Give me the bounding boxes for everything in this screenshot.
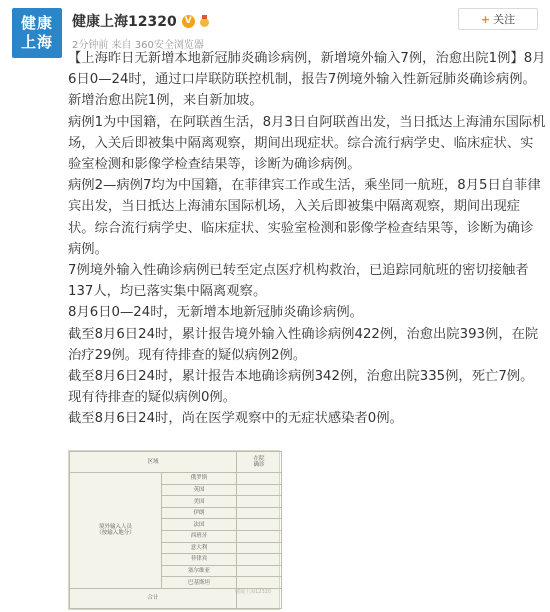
avatar-text-line2: 上海 [20,33,53,51]
table-row-label: 法国 [162,519,237,531]
table-row-label: 俄罗斯 [162,473,237,485]
table-cell [237,519,282,531]
table-row-label: 西班牙 [162,530,237,542]
table-cell [237,496,282,508]
post-time[interactable]: 2分钟前 [72,40,109,51]
table-cell [237,484,282,496]
image-watermark: 健康上海12320 [235,589,271,595]
table-row-label: 伊朗 [162,507,237,519]
post-content [68,48,546,430]
table-row-label: 美国 [162,496,237,508]
post-source[interactable]: 360安全浏览器 [134,40,204,51]
table-row-label: 塞尔维亚 [162,565,237,577]
post-paragraph: 病例2—病例7均为中国籍，在菲律宾工作或生活，乘坐同一航班，8月5日自菲律宾出发，当日抵达上海浦东国际机场，入关后即被集中隔离观察，期间出现症状。综合流行病学史、临床症状、实验室检测和影像学检查结果等，诊断为确诊病例。 [68,178,541,257]
table-group-label-line2: （按输入地分） [96,530,135,537]
table-row-label: 巴基斯坦 [162,577,237,589]
avatar-text-line1: 健康 [20,14,53,32]
table-group-label-line1: 境外输入人员 [98,524,132,531]
post-paragraph: 【上海昨日无新增本地新冠肺炎确诊病例，新增境外输入7例，治愈出院1例】8月6日0—24时，通过口岸联防联控机制，报告7例境外输入性新冠肺炎确诊病例。新增治愈出院1例，来自新加坡。 [68,51,546,109]
source-prefix: 来自 [111,40,132,51]
table-header-value-line2: 确诊 [253,462,265,469]
table-cell [237,577,282,589]
table-cell [237,507,282,519]
table-header-value [237,452,282,473]
post-paragraph: 8月6日0—24时，无新增本地新冠肺炎确诊病例。 [68,305,363,321]
follow-label: 关注 [493,13,516,26]
table-row-label: 菲律宾 [162,554,237,566]
avatar[interactable] [12,8,62,58]
table-row-label: 英国 [162,484,237,496]
case-table [69,451,282,609]
name-row [72,11,211,31]
post-paragraph: 截至8月6日24时，累计报告境外输入性确诊病例422例，治愈出院393例，在院治疗29例。现有待排查的疑似病例2例。 [68,326,539,363]
table-cell [237,554,282,566]
table-group-label [70,473,162,589]
table-total-label: 合计 [70,588,237,608]
table-row-label: 意大利 [162,542,237,554]
table-header-value-line1: 在院 [253,456,265,463]
table-cell [237,473,282,485]
table-header-region: 区域 [70,452,237,473]
verified-icon: V [182,15,195,28]
account-name[interactable]: 健康上海12320 [72,14,177,30]
post-paragraph: 截至8月6日24时，尚在医学观察中的无症状感染者0例。 [68,411,403,427]
follow-button[interactable] [458,8,538,30]
post-image-table[interactable] [68,450,280,610]
post-paragraph: 截至8月6日24时，累计报告本地确诊病例342例，治愈出院335例，死亡7例。现有待排查的疑似病例0例。 [68,369,534,406]
plus-icon: + [480,12,491,26]
table-cell [237,565,282,577]
medal-icon [198,15,211,28]
post-paragraph: 病例1为中国籍，在阿联酋生活，8月3日自阿联酋出发，当日抵达上海浦东国际机场，入关后即被集中隔离观察，期间出现症状。综合流行病学史、临床症状、实验室检测和影像学检查结果等，诊断为确诊病例。 [68,114,546,173]
table-cell [237,542,282,554]
post-paragraph: 7例境外输入性确诊病例已转至定点医疗机构救治，已追踪同航班的密切接触者137人，均已落实集中隔离观察。 [68,263,529,300]
table-cell [237,530,282,542]
